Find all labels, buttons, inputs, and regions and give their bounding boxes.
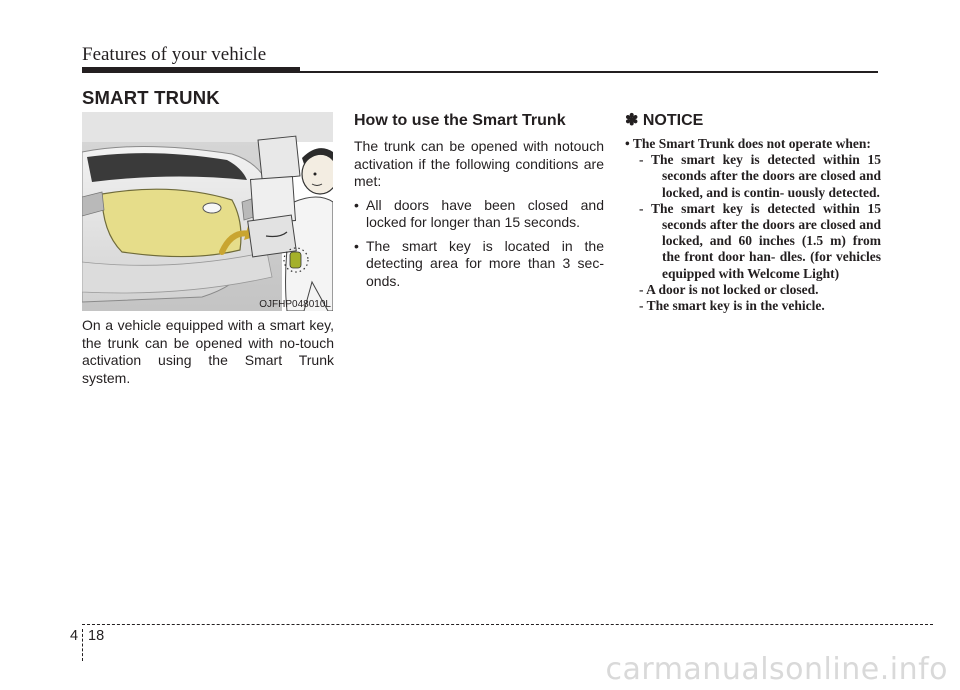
notice-item: - The smart key is detected within 15 seconds after the doors are closed and locked, and 60 inches (1.5 m) from the front door han- dles. (for vehicles equipped with Welcome Light) [639,200,881,281]
notice-star-icon: ✽ [625,112,639,129]
chapter-number: 4 [70,628,79,644]
list-item-text: The smart key is located in the detecting area for more than 3 sec- onds. [366,237,604,289]
section-title: SMART TRUNK [82,87,220,108]
footer-divider [82,629,83,661]
header-rule [82,71,878,73]
list-item-text: All doors have been closed and locked for longer than 15 seconds. [366,196,604,230]
bullet-icon: • [354,237,359,254]
notice-item: - A door is not locked or closed. [639,281,819,297]
notice-title: NOTICE [642,112,704,129]
trunk-illustration-svg [82,112,333,311]
notice-bullet-text: The Smart Trunk does not operate when: [632,136,871,151]
footer-rule [82,624,933,625]
watermark: carmanualsonline.info [605,652,948,687]
notice-heading [625,111,881,131]
notice-bullet: • The Smart Trunk does not operate when: [625,136,871,151]
list-item [354,238,604,291]
intro-paragraph: On a vehicle equipped with a smart key, the trunk can be opened with no-touch activation using the Smart Trunk system. [82,317,334,386]
how-to-column [354,111,604,296]
figure-code: OJFHP048010L [259,299,331,310]
bullet-icon: • [354,196,359,213]
how-to-heading: How to use the Smart Trunk [354,112,566,129]
notice-item: - The smart key is in the vehicle. [639,298,825,314]
how-to-intro: The trunk can be opened with notouch activation if the following conditions are met: [354,138,604,189]
conditions-list [354,197,604,291]
smart-trunk-illustration [82,112,333,311]
list-item [354,197,604,232]
running-header: Features of your vehicle [82,44,267,65]
notice-body [625,136,881,314]
notice-box [625,111,881,314]
page-number: 18 [88,628,105,644]
notice-item: - The smart key is detected within 15 seconds after the doors are closed and locked, and is contin- uously detected. [639,152,881,200]
